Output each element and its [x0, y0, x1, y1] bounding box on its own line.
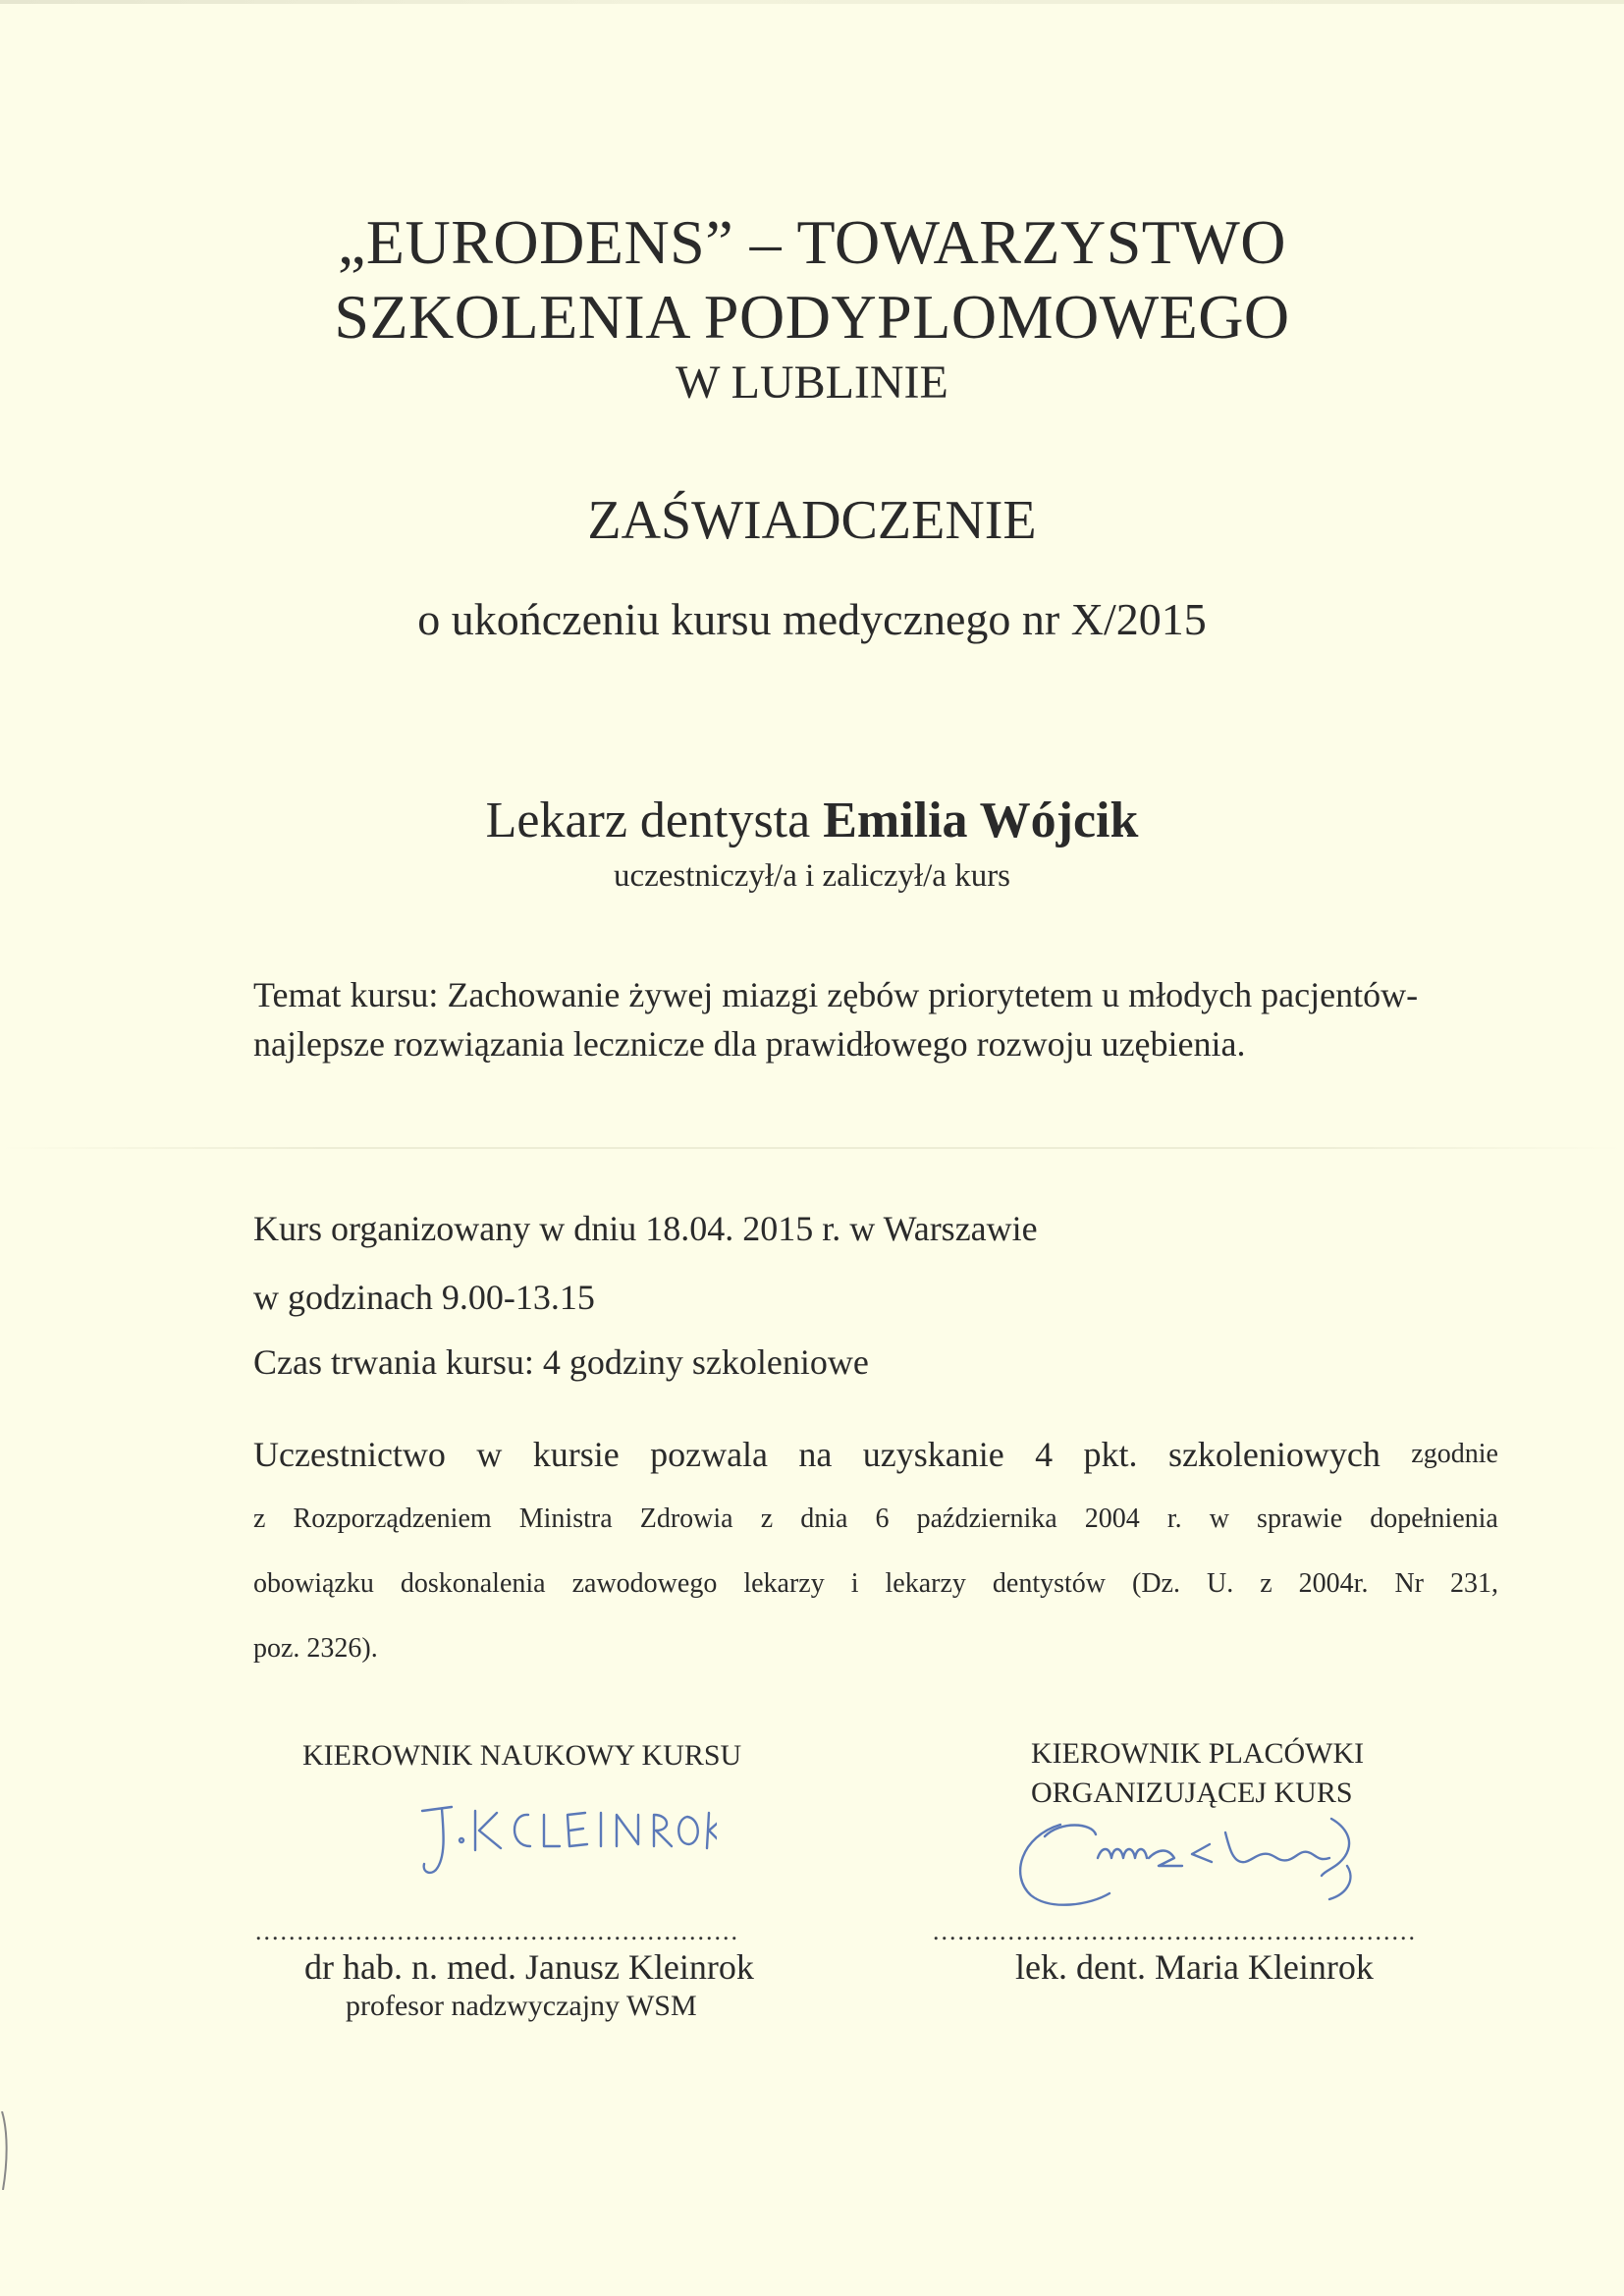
legal-word: 2004r. [1298, 1568, 1369, 1599]
legal-word: w [1209, 1503, 1229, 1534]
legal-word: Zdrowia [639, 1503, 733, 1534]
legal-word: i [850, 1568, 859, 1599]
legal-word: kursie [532, 1435, 620, 1474]
legal-word: Uczestnictwo [253, 1435, 446, 1474]
participant-line [0, 792, 1624, 849]
scan-edge-mark [0, 2111, 10, 2190]
participant-prefix: Lekarz dentysta [485, 793, 811, 848]
legal-word: obowiązku [253, 1568, 374, 1599]
legal-word: lekarzy [743, 1568, 825, 1599]
legal-word: pkt. [1083, 1435, 1138, 1474]
left-signatory-name: dr hab. n. med. Janusz Kleinrok [304, 1947, 754, 1987]
right-signatory-name: lek. dent. Maria Kleinrok [1015, 1947, 1374, 1987]
legal-word: z [1260, 1568, 1272, 1599]
legal-word: Ministra [518, 1503, 613, 1534]
legal-word: uzyskanie [862, 1435, 1004, 1474]
legal-word: (Dz. [1132, 1568, 1180, 1599]
right-signatory-title-line1: KIEROWNIK PLACÓWKI [1031, 1737, 1365, 1770]
legal-word: Rozporządzeniem [293, 1503, 492, 1534]
course-topic: Temat kursu: Zachowanie żywej miazgi zębów priorytetem u młodych pacjentów- najlepsze rozwiązania lecznicze dla prawidłowego rozwoju uzębienia. [253, 975, 1419, 1064]
left-handwritten-signature [412, 1789, 717, 1887]
legal-line-3 [253, 1552, 1498, 1616]
legal-word: 231, [1450, 1568, 1498, 1599]
legal-line-1 [253, 1422, 1498, 1487]
right-signature-line: .......................................................... [933, 1917, 1417, 1945]
legal-word: sprawie [1257, 1503, 1343, 1534]
legal-word: zawodowego [571, 1568, 718, 1599]
course-hours: w godzinach 9.00-13.15 [253, 1278, 595, 1317]
legal-word: dopełnienia [1370, 1503, 1498, 1534]
org-city: W LUBLINIE [676, 356, 948, 409]
legal-word: z [253, 1503, 266, 1534]
org-name-line1: „EURODENS” – TOWARZYSTWO [338, 207, 1286, 277]
legal-word: 6 [875, 1503, 890, 1534]
right-signatory-title-line2: ORGANIZUJĄCEJ KURS [1031, 1777, 1353, 1809]
legal-word: 4 [1035, 1435, 1054, 1474]
legal-line-2 [253, 1487, 1498, 1552]
right-handwritten-signature [1001, 1797, 1404, 1915]
legal-word: na [798, 1435, 833, 1474]
legal-word: dnia [800, 1503, 848, 1534]
legal-word: dentystów [992, 1568, 1107, 1599]
left-signature-line: .......................................................... [255, 1917, 739, 1945]
legal-paragraph [253, 1422, 1498, 1681]
legal-line-4: poz. 2326). [253, 1633, 378, 1664]
document-title: ZAŚWIADCZENIE [587, 490, 1037, 551]
left-signatory-subtitle: profesor nadzwyczajny WSM [346, 1990, 697, 2022]
legal-word: w [476, 1435, 503, 1474]
legal-word: 2004 [1084, 1503, 1140, 1534]
participant-statement: uczestniczył/a i zaliczył/a kurs [613, 858, 1011, 894]
paper-fold-line [0, 1147, 1624, 1149]
legal-word: r. [1166, 1503, 1182, 1534]
participant-name: Emilia Wójcik [823, 793, 1139, 848]
legal-word: lekarzy [885, 1568, 966, 1599]
legal-word: zgodnie [1411, 1439, 1498, 1469]
legal-word: U. [1207, 1568, 1234, 1599]
org-name-line2: SZKOLENIA PODYPLOMOWEGO [334, 282, 1290, 352]
course-duration: Czas trwania kursu: 4 godziny szkoleniowe [253, 1342, 869, 1382]
left-signatory-title: KIEROWNIK NAUKOWY KURSU [302, 1739, 742, 1772]
course-date: Kurs organizowany w dniu 18.04. 2015 r. w Warszawie [253, 1209, 1038, 1248]
legal-word: pozwala [650, 1435, 769, 1474]
scan-top-edge [0, 0, 1624, 4]
legal-word: Nr [1394, 1568, 1424, 1599]
legal-word: szkoleniowych [1167, 1435, 1380, 1474]
legal-word: z [760, 1503, 774, 1534]
legal-word: października [916, 1503, 1057, 1534]
legal-word: doskonalenia [400, 1568, 546, 1599]
document-subtitle: o ukończeniu kursu medycznego nr X/2015 [417, 594, 1207, 644]
